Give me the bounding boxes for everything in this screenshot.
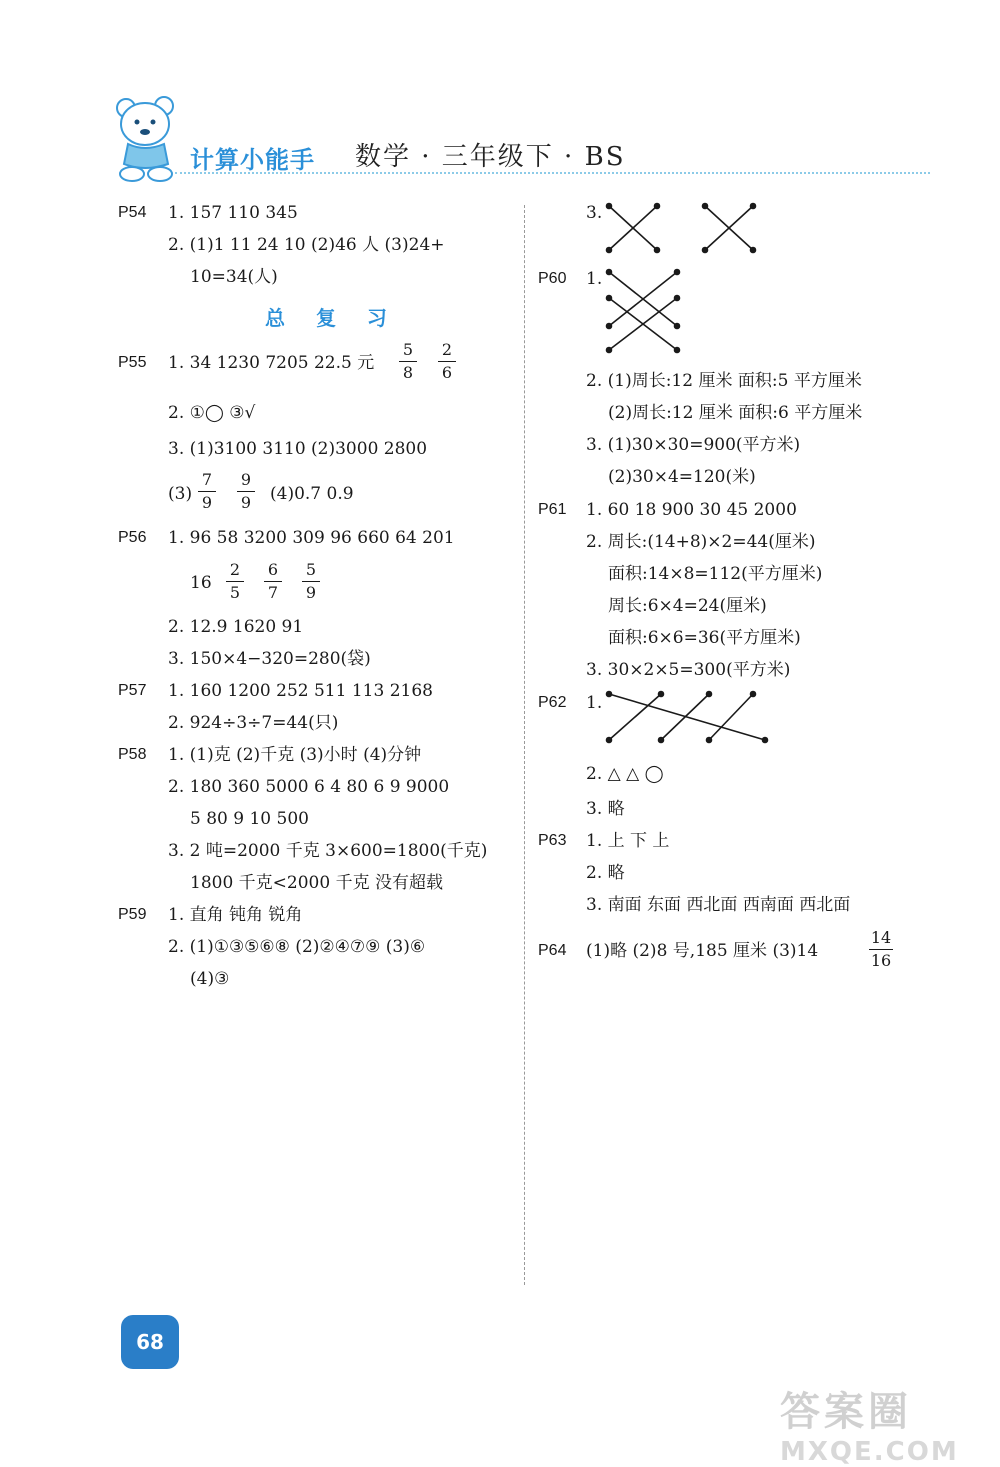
answer-line: (3) — [168, 484, 193, 504]
page-label-p54: P54 — [118, 204, 147, 221]
answer-line: 3. — [586, 203, 603, 223]
answer-line: (4)0.7 0.9 — [270, 484, 354, 504]
answer-line: 3. 2 吨=2000 千克 3×600=1800(千克) — [168, 841, 488, 861]
page-label-p57: P57 — [118, 682, 147, 699]
brand-title: 计算小能手 — [190, 146, 315, 174]
answer-line: 2. 924÷3÷7=44(只) — [168, 713, 339, 733]
answer-line: 2. (1)①③⑤⑥⑧ (2)②④⑦⑨ (3)⑥ — [168, 937, 426, 957]
answer-line: 面积:6×6=36(平方厘米) — [608, 628, 801, 648]
answer-line: 3. 30×2×5=300(平方米) — [586, 660, 791, 680]
answer-line: 1. 上 下 上 — [586, 831, 670, 851]
fraction: 6 7 — [264, 560, 282, 603]
page-number-badge: 68 — [121, 1315, 179, 1369]
page-label-p64: P64 — [538, 942, 567, 959]
answer-line: 3. 南面 东面 西北面 西南面 西北面 — [586, 895, 851, 915]
answer-line: 1. 直角 钝角 锐角 — [168, 905, 303, 925]
bear-mascot-icon — [108, 92, 188, 184]
answer-line: 10=34(人) — [190, 267, 278, 287]
answer-line: 3. (1)3100 3110 (2)3000 2800 — [168, 439, 428, 459]
answer-line: 3. 略 — [586, 799, 625, 819]
answer-line: 面积:14×8=112(平方厘米) — [608, 564, 823, 584]
answer-line: 5 80 9 10 500 — [190, 809, 309, 829]
section-title: 总 复 习 — [265, 306, 399, 330]
page-label-p55: P55 — [118, 354, 147, 371]
fraction: 14 16 — [870, 928, 892, 970]
answer-line: 2. ①◯ ③√ — [168, 403, 256, 423]
answer-line: 2. (1)1 11 24 10 (2)46 人 (3)24+ — [168, 235, 445, 255]
answer-line: 1. — [586, 269, 603, 289]
page-label-p59: P59 — [118, 906, 147, 923]
subject-title: 数学 · 三年级下 · BS — [355, 142, 626, 172]
answer-line: 2. △ △ ◯ — [586, 764, 664, 784]
page-label-p56: P56 — [118, 529, 147, 546]
answer-line: 1. 34 1230 7205 22.5 元 — [168, 353, 375, 373]
answer-line: 2. 略 — [586, 863, 625, 883]
answer-line: 1. 157 110 345 — [168, 203, 298, 223]
fraction: 7 9 — [198, 470, 216, 513]
fraction: 2 6 — [438, 340, 456, 383]
answer-line: 16 — [190, 573, 212, 593]
answer-line: (2)周长:12 厘米 面积:6 平方厘米 — [608, 403, 863, 423]
answer-line: 3. 150×4−320=280(袋) — [168, 649, 371, 669]
answer-line: 3. (1)30×30=900(平方米) — [586, 435, 801, 455]
answer-line: 2. 180 360 5000 6 4 80 6 9 9000 — [168, 777, 450, 797]
answer-line: (4)③ — [190, 969, 230, 989]
page-label-p62: P62 — [538, 694, 567, 711]
answer-line: 周长:6×4=24(厘米) — [608, 596, 767, 616]
page-label-p58: P58 — [118, 746, 147, 763]
answer-line: (1)略 (2)8 号,185 厘米 (3)14 — [586, 941, 819, 961]
line-matching-diagram — [605, 202, 765, 254]
answer-line: 2. 12.9 1620 91 — [168, 617, 304, 637]
answer-line: 2. (1)周长:12 厘米 面积:5 平方厘米 — [586, 371, 862, 391]
page-label-p63: P63 — [538, 832, 567, 849]
line-matching-diagram — [605, 690, 775, 746]
header-divider — [175, 172, 930, 174]
column-divider — [524, 205, 525, 1285]
answer-line: 1. 96 58 3200 309 96 660 64 201 — [168, 528, 455, 548]
watermark: 答案圈 MXQE.COM — [780, 1389, 959, 1467]
fraction: 9 9 — [237, 470, 255, 513]
answer-line: 2. 周长:(14+8)×2=44(厘米) — [586, 532, 816, 552]
fraction: 2 5 — [226, 560, 244, 603]
answer-line: (2)30×4=120(米) — [608, 467, 756, 487]
fraction: 5 8 — [399, 340, 417, 383]
answer-line: 1. — [586, 693, 603, 713]
page-label-p61: P61 — [538, 501, 567, 518]
fraction: 5 9 — [302, 560, 320, 603]
answer-line: 1. 60 18 900 30 45 2000 — [586, 500, 797, 520]
answer-line: 1. 160 1200 252 511 113 2168 — [168, 681, 433, 701]
page-label-p60: P60 — [538, 270, 567, 287]
answer-line: 1800 千克<2000 千克 没有超载 — [190, 873, 443, 893]
line-matching-diagram — [605, 268, 685, 354]
answer-line: 1. (1)克 (2)千克 (3)小时 (4)分钟 — [168, 745, 422, 765]
